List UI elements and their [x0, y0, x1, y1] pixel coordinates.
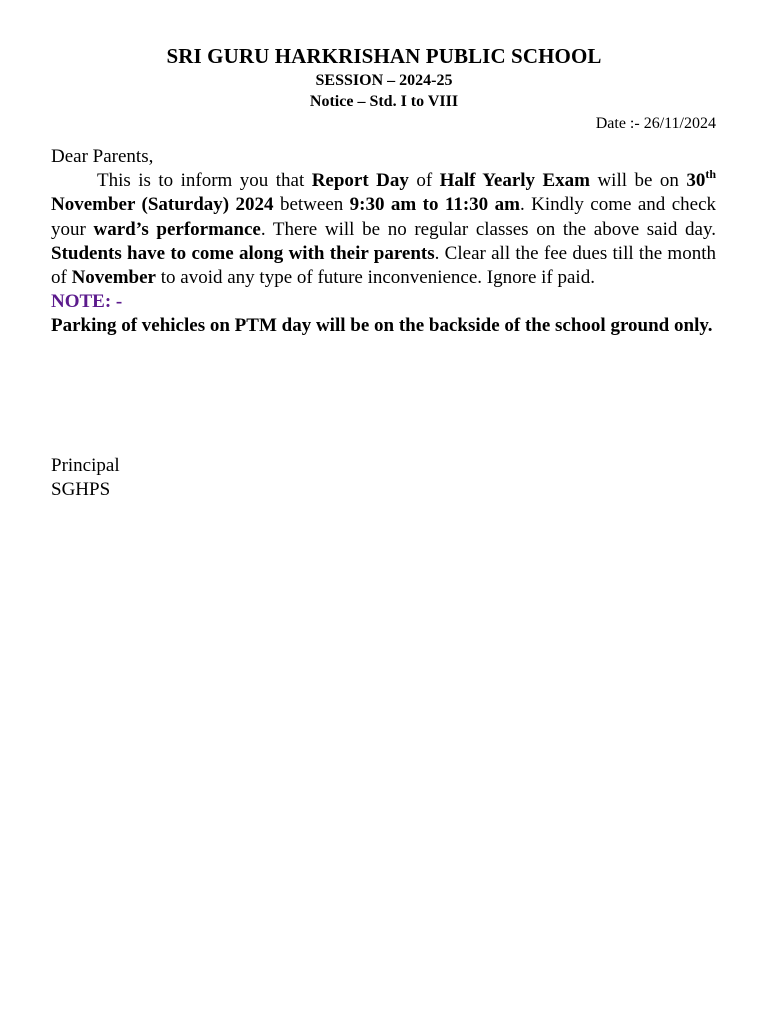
text-segment: . Kindly come and check your	[51, 194, 717, 240]
signature-org: SGHPS	[51, 479, 111, 501]
date-ordinal-suffix: th	[705, 167, 717, 182]
main-paragraph	[51, 169, 716, 290]
text-segment: between	[273, 194, 350, 216]
note-label: NOTE: -	[51, 291, 123, 313]
half-yearly-exam-text: Half Yearly Exam	[439, 170, 590, 192]
signature-block	[51, 454, 120, 502]
date-day-number: 30	[686, 170, 706, 192]
notice-title-heading: Notice – Std. I to VIII	[309, 93, 459, 110]
salutation: Dear Parents,	[51, 146, 154, 167]
notice-date: Date :- 26/11/2024	[595, 115, 716, 132]
ward-performance-text: ward’s performance	[93, 218, 261, 240]
report-day-text: Report Day	[311, 170, 409, 192]
session-heading: SESSION – 2024-25	[315, 72, 453, 89]
text-segment: to avoid any type of future inconvenience. Ignore if paid.	[156, 267, 595, 289]
fee-month-text: November	[71, 267, 156, 289]
date-month-text: November (Saturday) 2024	[51, 194, 274, 216]
letter-body	[51, 145, 716, 339]
time-range-text: 9:30 am to 11:30 am	[349, 194, 520, 216]
text-segment: of	[408, 170, 440, 192]
text-segment: will be on	[590, 170, 687, 192]
text-segment: This is to inform you that	[97, 170, 312, 192]
text-segment: . There will be no regular classes on the above said day.	[260, 218, 717, 240]
note-text: Parking of vehicles on PTM day will be on the backside of the school ground only.	[51, 315, 713, 337]
text-segment: . Clear all the fee dues till the month of	[51, 242, 716, 289]
signature-title: Principal	[51, 455, 120, 476]
parents-instruction-text: Students have to come along with their parents	[51, 242, 435, 264]
school-name-heading: SRI GURU HARKRISHAN PUBLIC SCHOOL	[166, 44, 602, 68]
